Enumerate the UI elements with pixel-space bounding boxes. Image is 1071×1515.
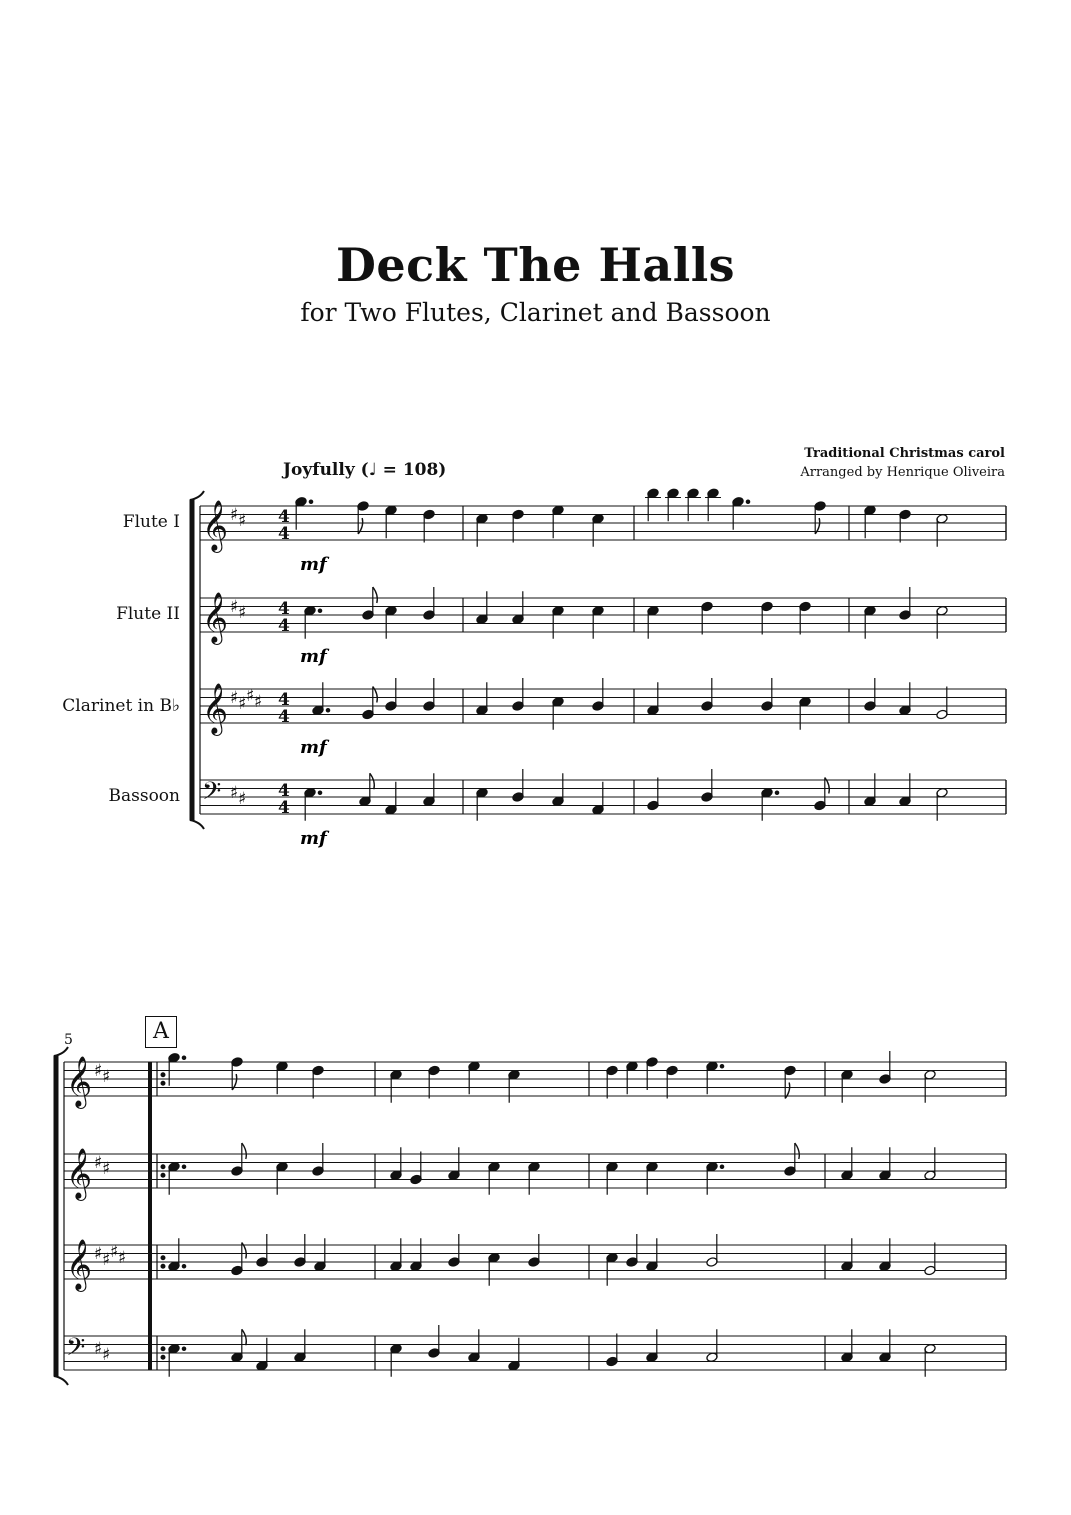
augmentation-dot xyxy=(182,1264,186,1268)
sharp-icon: ♯ xyxy=(94,1061,103,1081)
measure-number: 5 xyxy=(64,1032,73,1048)
bracket-hook xyxy=(190,491,204,500)
sharp-icon: ♯ xyxy=(254,692,263,712)
eighth-flag xyxy=(373,587,378,603)
bracket-hook xyxy=(190,820,204,829)
augmentation-dot xyxy=(746,500,750,504)
repeat-dot xyxy=(161,1165,165,1169)
time-signature-bottom: 4 xyxy=(278,798,290,818)
composer-credit: Traditional Christmas carol xyxy=(804,446,1005,461)
instrument-label-flute-1: Flute I xyxy=(122,512,180,532)
repeat-dot xyxy=(161,1264,165,1268)
treble-clef-icon: 𝄞 xyxy=(202,592,229,643)
sharp-icon: ♯ xyxy=(102,1345,111,1365)
time-signature-top: 4 xyxy=(278,599,290,619)
treble-clef-icon: 𝄞 xyxy=(66,1239,93,1290)
dynamic-marking: mf xyxy=(300,828,327,849)
time-signature-bottom: 4 xyxy=(278,524,290,544)
repeat-dot xyxy=(161,1073,165,1077)
repeat-dot xyxy=(161,1256,165,1260)
sharp-icon: ♯ xyxy=(230,597,239,617)
bass-clef-icon: 𝄢 xyxy=(202,777,222,812)
sharp-icon: ♯ xyxy=(238,511,247,531)
time-signature-top: 4 xyxy=(278,690,290,710)
repeat-dot xyxy=(161,1347,165,1351)
sharp-icon: ♯ xyxy=(102,1250,111,1270)
sharp-icon: ♯ xyxy=(94,1153,103,1173)
quarter-note-icon: ♩ xyxy=(368,460,377,480)
eighth-flag xyxy=(242,1329,247,1345)
instrument-label-clarinet: Clarinet in B♭ xyxy=(62,696,180,716)
augmentation-dot xyxy=(720,1165,724,1169)
augmentation-dot xyxy=(775,791,779,795)
sharp-icon: ♯ xyxy=(110,1242,119,1262)
augmentation-dot xyxy=(326,708,330,712)
eighth-flag xyxy=(795,1143,800,1159)
sharp-icon: ♯ xyxy=(118,1248,127,1268)
system-bracket xyxy=(54,1056,58,1376)
system-bracket xyxy=(190,500,194,820)
rehearsal-mark: A xyxy=(145,1016,177,1048)
augmentation-dot xyxy=(318,609,322,613)
dynamic-marking: mf xyxy=(300,737,327,758)
tempo-value: = 108) xyxy=(382,460,447,480)
sharp-icon: ♯ xyxy=(102,1159,111,1179)
instrument-label-flute-2: Flute II xyxy=(116,604,180,624)
sharp-icon: ♯ xyxy=(238,694,247,714)
treble-clef-icon: 𝄞 xyxy=(66,1056,93,1107)
time-signature-top: 4 xyxy=(278,781,290,801)
bass-clef-icon: 𝄢 xyxy=(66,1333,86,1368)
eighth-flag xyxy=(242,1143,247,1159)
instrument-label-bassoon: Bassoon xyxy=(108,786,180,806)
augmentation-dot xyxy=(182,1347,186,1351)
repeat-dot xyxy=(161,1173,165,1177)
sharp-icon: ♯ xyxy=(230,505,239,525)
augmentation-dot xyxy=(318,791,322,795)
score-title: Deck The Halls xyxy=(335,238,736,292)
sharp-icon: ♯ xyxy=(230,783,239,803)
tempo-word: Joyfully xyxy=(283,460,355,480)
augmentation-dot xyxy=(720,1064,724,1068)
sharp-icon: ♯ xyxy=(230,688,239,708)
arranger-credit: Arranged by Henrique Oliveira xyxy=(800,465,1005,480)
score-subtitle: for Two Flutes, Clarinet and Bassoon xyxy=(300,298,771,327)
augmentation-dot xyxy=(182,1056,186,1060)
time-signature-top: 4 xyxy=(278,507,290,527)
repeat-dot xyxy=(161,1355,165,1359)
treble-clef-icon: 𝄞 xyxy=(202,683,229,734)
tempo-open: ( xyxy=(360,460,369,480)
bracket-hook xyxy=(54,1047,68,1056)
sharp-icon: ♯ xyxy=(246,686,255,706)
time-signature-bottom: 4 xyxy=(278,707,290,727)
sharp-icon: ♯ xyxy=(102,1067,111,1087)
bracket-hook xyxy=(54,1376,68,1385)
repeat-dot xyxy=(161,1081,165,1085)
sharp-icon: ♯ xyxy=(94,1244,103,1264)
eighth-flag xyxy=(370,773,375,789)
dynamic-marking: mf xyxy=(300,554,327,575)
augmentation-dot xyxy=(182,1165,186,1169)
sharp-icon: ♯ xyxy=(238,789,247,809)
treble-clef-icon: 𝄞 xyxy=(202,500,229,551)
treble-clef-icon: 𝄞 xyxy=(66,1148,93,1199)
augmentation-dot xyxy=(309,500,313,504)
time-signature-bottom: 4 xyxy=(278,616,290,636)
sharp-icon: ♯ xyxy=(238,603,247,623)
sharp-icon: ♯ xyxy=(94,1339,103,1359)
dynamic-marking: mf xyxy=(300,646,327,667)
